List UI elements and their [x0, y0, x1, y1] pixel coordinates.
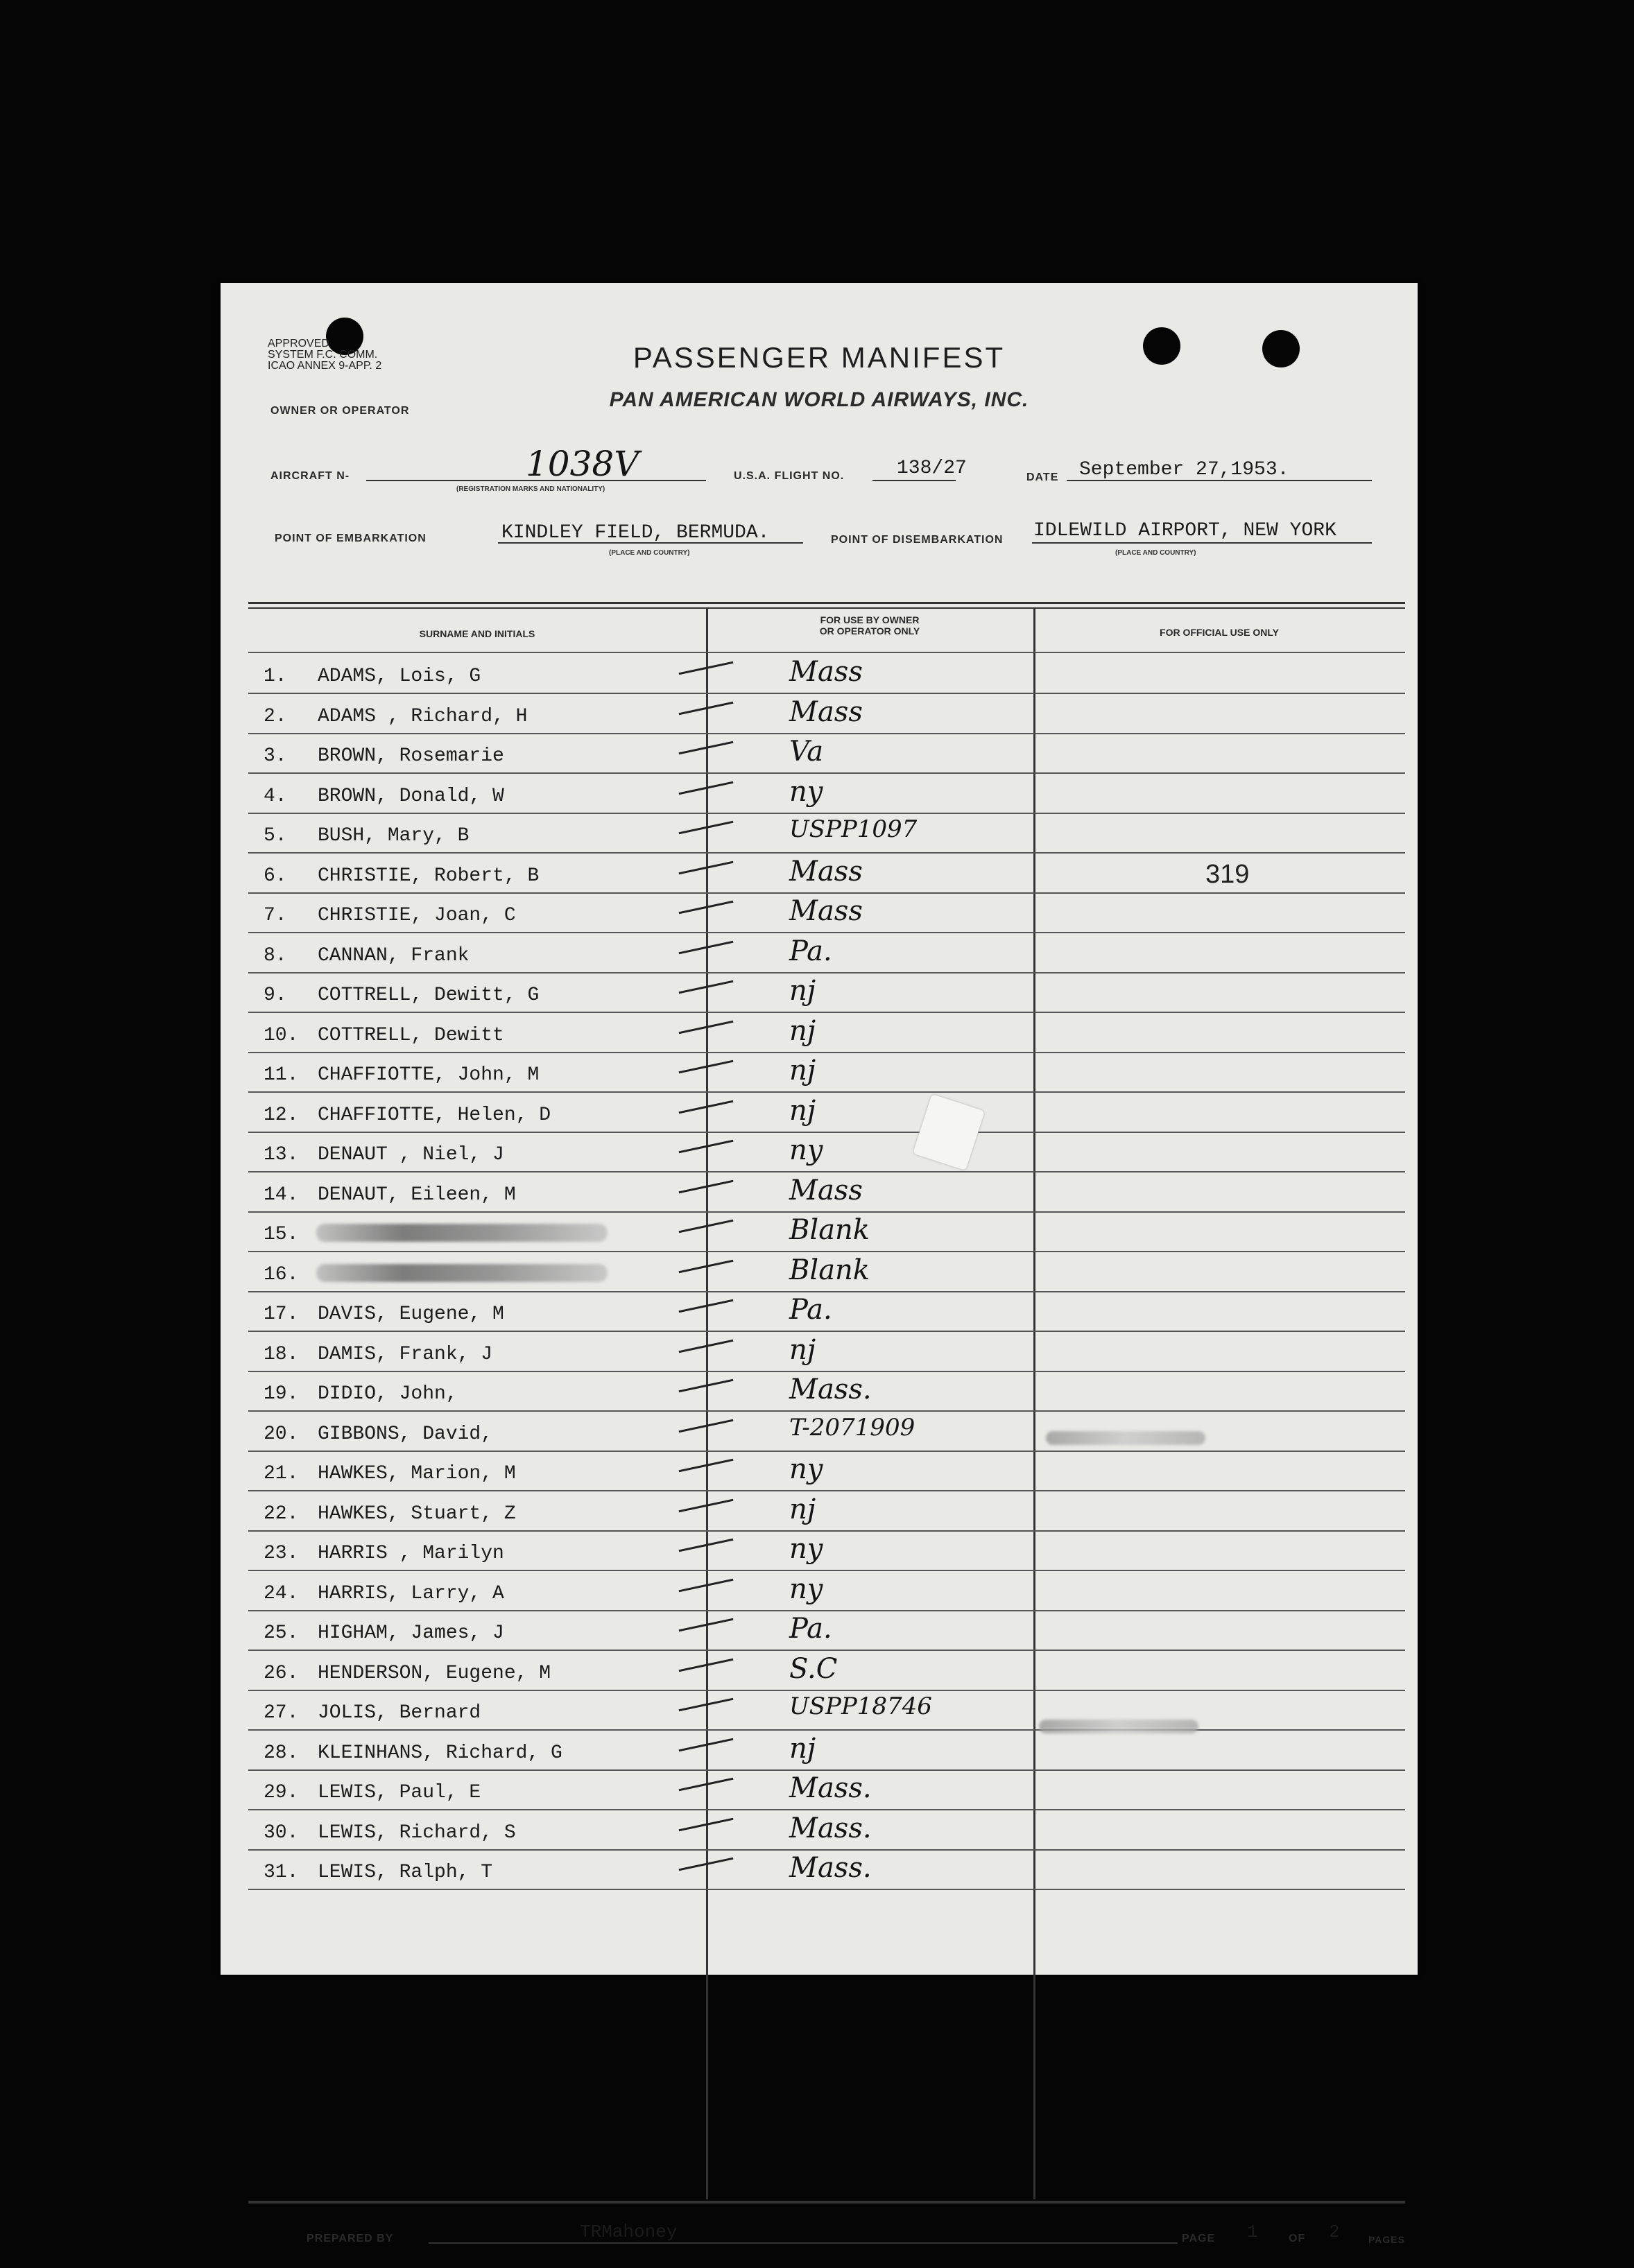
header-surname: SURNAME AND INITIALS [419, 628, 535, 639]
embarkation-label: POINT OF EMBARKATION [275, 533, 427, 544]
operator-note: nj [789, 1333, 816, 1366]
operator-note: Mass [789, 855, 863, 888]
row-number: 3. [264, 745, 287, 767]
operator-note: USPP1097 [789, 815, 918, 843]
passenger-name: CHRISTIE, Robert, B [318, 865, 540, 887]
table-row [248, 813, 1405, 854]
operator-note: nj [789, 1493, 816, 1525]
disembarkation-value: IDLEWILD AIRPORT, NEW YORK [1033, 520, 1336, 542]
row-number: 27. [264, 1702, 299, 1724]
row-number: 12. [264, 1104, 299, 1126]
tick-mark [679, 1817, 734, 1831]
passenger-name: COTTRELL, Dewitt [318, 1024, 504, 1046]
row-number: 14. [264, 1184, 299, 1206]
tick-mark [679, 1179, 734, 1193]
passenger-name: DENAUT , Niel, J [318, 1144, 504, 1166]
flight-label: U.S.A. FLIGHT NO. [734, 470, 845, 482]
row-number: 16. [264, 1263, 299, 1286]
operator-note: ny [789, 1573, 823, 1605]
table-row [248, 1849, 1405, 1890]
tick-mark [679, 1419, 734, 1432]
page-label: PAGE [1182, 2233, 1216, 2244]
operator-note: Pa. [789, 1294, 832, 1326]
passenger-name: BUSH, Mary, B [318, 825, 470, 847]
tick-mark [679, 701, 734, 715]
passenger-name: HARRIS, Larry, A [318, 1582, 504, 1604]
passenger-name: CHAFFIOTTE, John, M [318, 1064, 540, 1086]
tick-mark [679, 781, 734, 795]
form-title: PASSENGER MANIFEST [633, 341, 1006, 374]
operator-note: Mass [789, 895, 863, 927]
table-row [248, 972, 1405, 1013]
passenger-name: HIGHAM, James, J [318, 1622, 504, 1644]
table-row [248, 693, 1405, 734]
tick-mark [679, 1658, 734, 1672]
passenger-name: DAMIS, Frank, J [318, 1343, 493, 1365]
table-row [248, 1052, 1405, 1093]
table-row [248, 1451, 1405, 1491]
table-row [248, 1172, 1405, 1213]
tick-mark [679, 1618, 734, 1632]
table-row [248, 1491, 1405, 1532]
operator-note: Mass [789, 656, 863, 688]
tick-mark [679, 860, 734, 874]
operator-note: USPP18746 [789, 1693, 932, 1720]
operator-note: Va [789, 736, 824, 768]
passenger-name: BROWN, Rosemarie [318, 745, 504, 767]
table-row [248, 1371, 1405, 1412]
table-row [248, 1570, 1405, 1611]
tick-mark [679, 1020, 734, 1034]
table-row [248, 1012, 1405, 1053]
passenger-name: GIBBONS, David, [318, 1423, 493, 1445]
table-row [248, 933, 1405, 973]
redacted-name [316, 1264, 608, 1282]
flight-number: 138/27 [897, 458, 967, 479]
operator-note: Blank [789, 1254, 870, 1286]
pages-label: PAGES [1368, 2234, 1405, 2245]
passenger-name: CHAFFIOTTE, Helen, D [318, 1104, 551, 1126]
operator-note: Pa. [789, 1613, 832, 1645]
table-top-rule-2 [248, 607, 1405, 609]
passenger-name: KLEINHANS, Richard, G [318, 1742, 562, 1764]
row-number: 26. [264, 1662, 299, 1684]
operator-note: ny [789, 1533, 823, 1565]
redacted-name [316, 1224, 608, 1242]
row-number: 7. [264, 905, 287, 926]
tick-mark [679, 901, 734, 915]
tick-mark [679, 1778, 734, 1792]
row-number: 17. [264, 1304, 299, 1325]
prepared-by-label: PREPARED BY [307, 2233, 394, 2244]
tick-mark [679, 661, 734, 675]
table-row [248, 733, 1405, 774]
date-value: September 27,1953. [1079, 459, 1289, 481]
passenger-name: ADAMS, Lois, G [318, 666, 481, 687]
total-pages: 2 [1329, 2222, 1340, 2242]
row-number: 20. [264, 1423, 299, 1445]
tick-mark [679, 1060, 734, 1074]
tick-mark [679, 1259, 734, 1273]
passenger-name: JOLIS, Bernard [318, 1702, 481, 1724]
table-row [248, 892, 1405, 933]
table-row [248, 1650, 1405, 1691]
table-row [248, 1211, 1405, 1252]
row-number: 6. [264, 865, 287, 887]
passenger-name: HAWKES, Stuart, Z [318, 1503, 516, 1525]
passenger-name: LEWIS, Paul, E [318, 1782, 481, 1803]
row-number: 28. [264, 1742, 299, 1764]
page-number: 1 [1247, 2222, 1258, 2242]
passenger-name: LEWIS, Ralph, T [318, 1862, 493, 1883]
tick-mark [679, 1858, 734, 1871]
operator-note: T-2071909 [789, 1413, 915, 1442]
smudge [1046, 1431, 1205, 1445]
registration-caption: (REGISTRATION MARKS AND NATIONALITY) [456, 485, 605, 493]
table-row [248, 1769, 1405, 1810]
passenger-name: DAVIS, Eugene, M [318, 1304, 504, 1325]
row-number: 4. [264, 785, 287, 807]
operator-note: ny [789, 1134, 823, 1166]
place-caption-disembark: (PLACE AND COUNTRY) [1115, 549, 1196, 557]
tick-mark [679, 1379, 734, 1393]
tick-mark [679, 940, 734, 954]
table-row [248, 1530, 1405, 1571]
header-official: FOR OFFICIAL USE ONLY [1160, 627, 1279, 638]
table-row [248, 1291, 1405, 1332]
row-number: 15. [264, 1224, 299, 1245]
aircraft-value: 1038V [526, 444, 639, 484]
row-number: 9. [264, 985, 287, 1006]
table-row [248, 1331, 1405, 1372]
tick-mark [679, 1698, 734, 1712]
passenger-name: DIDIO, John, [318, 1383, 458, 1405]
passenger-name: HARRIS , Marilyn [318, 1543, 504, 1564]
row-number: 1. [264, 666, 287, 687]
tick-mark [679, 1220, 734, 1233]
tick-mark [679, 1140, 734, 1154]
approval-stamp: APPROVED SYSTEM F.C. COMM. ICAO ANNEX 9-APP. 2 [268, 338, 382, 372]
row-number: 11. [264, 1064, 299, 1086]
disembarkation-line [1032, 542, 1372, 544]
row-number: 10. [264, 1024, 299, 1046]
row-number: 22. [264, 1503, 299, 1525]
of-label: OF [1289, 2233, 1306, 2244]
operator-note: nj [789, 1014, 816, 1047]
table-row [248, 853, 1405, 894]
table-row [248, 1092, 1405, 1133]
operator-note: Mass. [789, 1852, 872, 1884]
operator-note: ny [789, 775, 823, 808]
tick-mark [679, 980, 734, 994]
passenger-name: HAWKES, Marion, M [318, 1463, 516, 1484]
table-row [248, 1132, 1405, 1172]
operator-note: S.C [789, 1652, 838, 1685]
table-row [248, 773, 1405, 814]
company-name: PAN AMERICAN WORLD AIRWAYS, INC. [609, 388, 1029, 411]
prepared-line [429, 2242, 1178, 2244]
table-row [248, 1411, 1405, 1452]
row-number: 8. [264, 944, 287, 967]
row-number: 25. [264, 1622, 299, 1644]
operator-note: Mass. [789, 1374, 872, 1405]
operator-note: Mass [789, 695, 863, 728]
table-row [248, 1610, 1405, 1651]
table-bottom-rule [248, 2201, 1405, 2204]
tick-mark [679, 1100, 734, 1114]
passenger-name: ADAMS , Richard, H [318, 705, 528, 727]
row-number: 24. [264, 1582, 299, 1604]
tick-mark [679, 1339, 734, 1353]
operator-note: nj [789, 1055, 816, 1087]
header-owner: FOR USE BY OWNER OR OPERATOR ONLY [819, 614, 920, 637]
operator-note: Blank [789, 1214, 870, 1246]
row-number: 13. [264, 1144, 299, 1166]
operator-note: Pa. [789, 935, 832, 967]
operator-note: nj [789, 1094, 816, 1127]
place-caption-embark: (PLACE AND COUNTRY) [609, 549, 690, 557]
tick-mark [679, 1738, 734, 1751]
passenger-name: BROWN, Donald, W [318, 785, 504, 807]
official-note: 319 [1205, 859, 1250, 889]
passenger-name: CHRISTIE, Joan, C [318, 905, 516, 926]
operator-note: Mass [789, 1174, 863, 1206]
table-row [248, 1252, 1405, 1292]
row-number: 31. [264, 1862, 299, 1883]
tick-mark [679, 741, 734, 755]
table-row [248, 1690, 1405, 1731]
tick-mark [679, 1498, 734, 1512]
table-top-rule [248, 602, 1405, 604]
operator-note: ny [789, 1453, 823, 1485]
operator-note: Mass. [789, 1772, 872, 1804]
row-number: 18. [264, 1343, 299, 1365]
tick-mark [679, 1578, 734, 1592]
tick-mark [679, 1459, 734, 1473]
manifest-sheet [221, 283, 1418, 2245]
passenger-name: DENAUT, Eileen, M [318, 1184, 516, 1206]
tick-mark [679, 821, 734, 835]
owner-label: OWNER OR OPERATOR [270, 405, 410, 417]
row-number: 29. [264, 1782, 299, 1803]
aircraft-label: AIRCRAFT N- [270, 470, 350, 482]
passenger-name: COTTRELL, Dewitt, G [318, 985, 540, 1006]
row-number: 19. [264, 1383, 299, 1405]
table-row [248, 1810, 1405, 1851]
operator-note: nj [789, 1732, 816, 1765]
table-row [248, 1730, 1405, 1771]
operator-note: nj [789, 975, 816, 1007]
prepared-by-value: TRMahoney [580, 2222, 678, 2242]
row-number: 30. [264, 1821, 299, 1844]
row-number: 5. [264, 825, 287, 847]
passenger-name: CANNAN, Frank [318, 944, 470, 967]
table-row [248, 653, 1405, 694]
row-number: 21. [264, 1463, 299, 1484]
disembarkation-label: POINT OF DISEMBARKATION [831, 534, 1004, 546]
operator-note: Mass. [789, 1812, 872, 1844]
date-label: DATE [1026, 471, 1059, 483]
tick-mark [679, 1539, 734, 1552]
tick-mark [679, 1299, 734, 1313]
passenger-name: HENDERSON, Eugene, M [318, 1662, 551, 1684]
embarkation-value: KINDLEY FIELD, BERMUDA. [501, 522, 770, 544]
flight-line [872, 480, 956, 481]
row-number: 23. [264, 1543, 299, 1564]
passenger-name: LEWIS, Richard, S [318, 1821, 516, 1844]
smudge [1039, 1720, 1198, 1733]
row-number: 2. [264, 705, 287, 727]
